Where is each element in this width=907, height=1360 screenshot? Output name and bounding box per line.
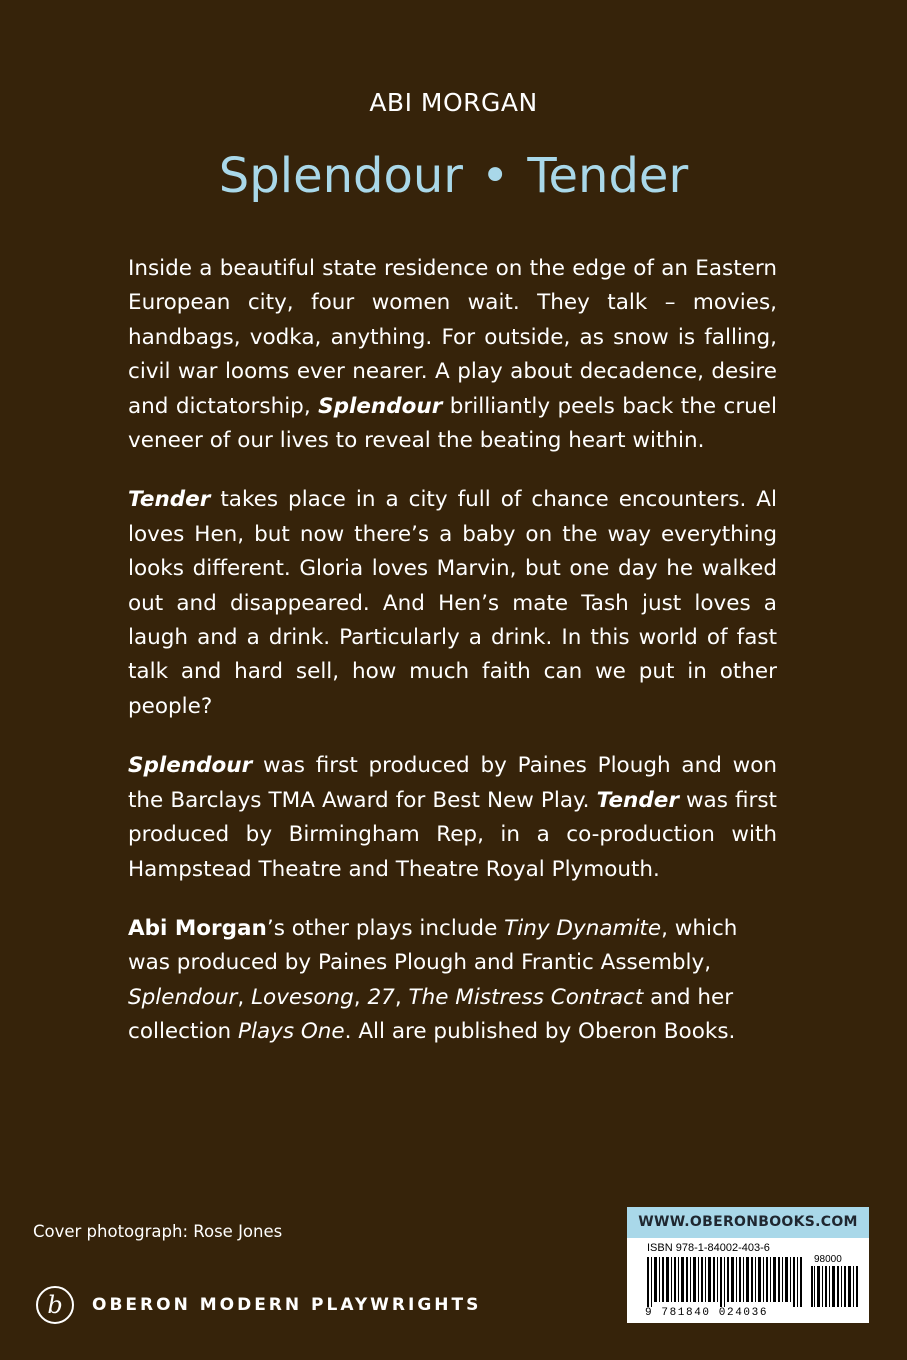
barcode-icon [647, 1257, 805, 1307]
paragraph-text: , [353, 984, 368, 1010]
paragraph-text: ’s other plays include [266, 915, 505, 941]
emphasis-title: Tender [596, 787, 679, 813]
paragraph-text: was first produced by Birmingham Rep, in a co-production with Hampstead Theatre and Theatre Royal Plymouth. [128, 787, 777, 882]
paragraph-text: , which was produced by Paines Plough and Frantic Assembly, [128, 915, 738, 976]
paragraph-other-plays [128, 912, 777, 1050]
emphasis-title: Splendour [128, 753, 253, 779]
title-separator: • [481, 148, 510, 204]
paragraph-text: Inside a beautiful state residence on the edge of an Eastern European city, four women wait. They talk – movies, handbags, vodka, anything. For outside, as snow is falling, civil war looms ever nearer. A play about decadence, desire and dictatorship, [128, 256, 777, 419]
paragraph-productions [128, 749, 777, 887]
barcode-panel [627, 1207, 869, 1323]
emphasis-title: Tender [128, 487, 211, 513]
author-name: ABI MORGAN [369, 88, 538, 117]
paragraph-text: brilliantly peels back the cruel veneer of our lives to reveal the beating heart within. [128, 393, 778, 454]
paragraph-tender [128, 483, 777, 724]
isbn-area [627, 1238, 869, 1323]
play-title: Lovesong [251, 984, 354, 1010]
oberon-logo-icon [36, 1286, 74, 1324]
series-branding [36, 1286, 481, 1324]
blurb [128, 252, 777, 1075]
price-barcode-icon [811, 1266, 859, 1307]
play-title: Splendour [128, 984, 238, 1010]
title-part-tender: Tender [527, 148, 689, 204]
barcode-digits: 9 781840 024036 [645, 1307, 769, 1319]
play-title: Tiny Dynamite [504, 915, 662, 941]
paragraph-text: , [237, 984, 252, 1010]
play-title: 27 [367, 984, 395, 1010]
book-title [0, 148, 907, 204]
title-part-splendour: Splendour [218, 148, 464, 204]
publisher-url: WWW.OBERONBOOKS.COM [627, 1207, 869, 1238]
paragraph-text: takes place in a city full of chance encounters. Al loves Hen, but now there’s a baby on the way everything looks different. Gloria loves Marvin, but one day he walked out and disappeared. And Hen’s mate Tash just loves a laugh and a drink. Particularly a drink. In this world of fast talk and hard sell, how much faith can we put in other people? [128, 487, 777, 719]
cover-photo-credit: Cover photograph: Rose Jones [33, 1222, 283, 1241]
logo-glyph: b [47, 1291, 63, 1319]
emphasis-title: Splendour [318, 393, 443, 419]
play-title: Plays One [238, 1019, 345, 1045]
paragraph-text: and her collection [128, 984, 734, 1045]
paragraph-text: . All are published by Oberon Books. [344, 1019, 736, 1045]
paragraph-text: was first produced by Paines Plough and won the Barclays TMA Award for Best New Play. [128, 753, 777, 813]
play-title: The Mistress Contract [408, 984, 644, 1010]
author-bold-name: Abi Morgan [128, 915, 267, 941]
paragraph-text: , [394, 984, 409, 1010]
price-code: 98000 [814, 1254, 842, 1265]
series-name: OBERON MODERN PLAYWRIGHTS [92, 1295, 482, 1315]
isbn-text: ISBN 978-1-84002-403-6 [647, 1242, 770, 1254]
paragraph-splendour [128, 252, 777, 458]
